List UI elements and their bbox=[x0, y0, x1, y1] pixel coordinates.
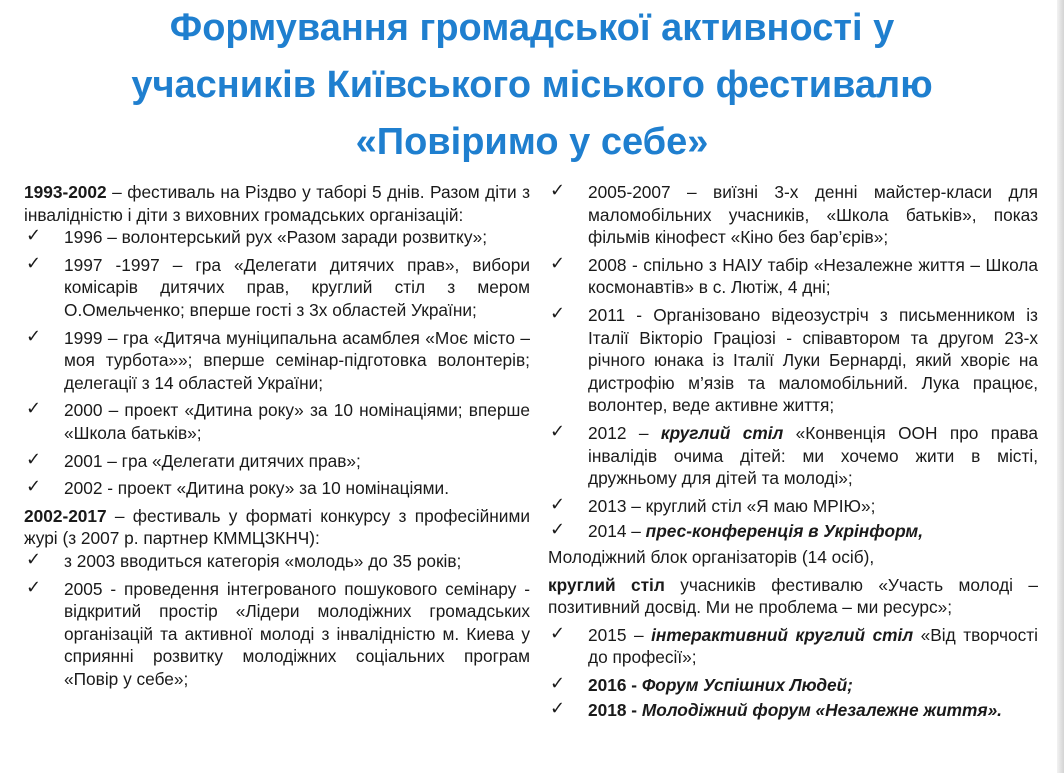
title-line-3: «Повіримо у себе» bbox=[355, 121, 709, 163]
title-line-2: учасників Київського міського фестивалю bbox=[131, 64, 933, 106]
item-emphasis: Молодіжний форум «Незалежне життя». bbox=[641, 700, 1002, 721]
period-1993-2002 bbox=[24, 181, 530, 226]
organizers-block: Молодіжний блок організаторів (14 осіб), bbox=[548, 546, 875, 567]
list-item bbox=[24, 327, 530, 395]
list-item bbox=[548, 254, 1038, 299]
checkmark-icon: ✓ bbox=[550, 672, 566, 694]
item-text: 2005-2007 – виїзні 3-х денні майстер-класи для маломобільних учасників, «Школа батьків», показ фільмів кінофест «Кіно без бар’єрів»; bbox=[588, 182, 1038, 248]
period-label: 2002-2017 bbox=[24, 505, 107, 526]
item-text: 2005 - проведення інтегрованого пошукового семінару - відкритий простір «Лідери молодіжних громадських організацій та активної молоді з інвалідністю м. Киева у сприянні розвитку молодіжних соціальних програм «Повір у себе»; bbox=[64, 578, 530, 689]
item-emphasis: Форум Успішних Людей; bbox=[641, 674, 853, 695]
checkmark-icon: ✓ bbox=[550, 180, 566, 201]
list-item bbox=[548, 181, 1038, 249]
item-text: «Конвенція ООН про права інвалідів очима дітей: ми хочемо жити в місті, дружньому для дітей та молоді»; bbox=[588, 422, 1038, 489]
checkmark-icon: ✓ bbox=[26, 398, 42, 420]
checkmark-icon: ✓ bbox=[550, 252, 566, 274]
item-text: 2001 – гра «Делегати дитячих прав»; bbox=[64, 450, 361, 471]
round-table-paragraph bbox=[548, 574, 1038, 619]
list-item bbox=[24, 450, 530, 473]
round-table-label: круглий стіл bbox=[548, 574, 665, 595]
list-item bbox=[548, 520, 1038, 543]
item-text: 1996 – волонтерський рух «Разом заради розвитку»; bbox=[64, 227, 488, 248]
list-item bbox=[24, 254, 530, 322]
checkmark-icon: ✓ bbox=[26, 448, 42, 470]
title-line-1: Формування громадської активності у bbox=[169, 7, 895, 49]
checkmark-icon: ✓ bbox=[550, 420, 566, 442]
item-text: 2000 – проект «Дитина року» за 10 номінаціями; вперше «Школа батьків»; bbox=[64, 400, 530, 443]
item-prefix: 2015 – bbox=[588, 624, 652, 645]
item-prefix: 2018 - bbox=[588, 700, 642, 721]
item-text: «Від творчості до професії»; bbox=[588, 624, 1038, 668]
checkmark-icon: ✓ bbox=[550, 302, 566, 324]
list-item bbox=[24, 578, 530, 691]
slide-title bbox=[0, 0, 1064, 171]
item-prefix: 2014 – bbox=[588, 521, 646, 542]
item-text: 2008 - спільно з НАІУ табір «Незалежне життя – Школа космонавтів» в с. Лютіж, 4 дні; bbox=[588, 254, 1038, 298]
item-text: 2013 – круглий стіл «Я маю МРІЮ»; bbox=[588, 495, 876, 516]
item-emphasis: круглий стіл bbox=[660, 422, 784, 443]
checkmark-icon: ✓ bbox=[550, 622, 566, 644]
list-item bbox=[548, 624, 1038, 669]
checkmark-icon: ✓ bbox=[550, 519, 566, 541]
right-column bbox=[548, 181, 1038, 725]
checkmark-icon: ✓ bbox=[550, 698, 566, 720]
list-item bbox=[548, 674, 1038, 697]
left-column bbox=[24, 181, 530, 695]
round-table-text: учасників фестивалю «Участь молоді – позитивний досвід. Ми не проблема – ми ресурс»; bbox=[548, 574, 1038, 618]
item-text: 2002 - проект «Дитина року» за 10 номінаціями. bbox=[64, 478, 449, 499]
list-item bbox=[548, 304, 1038, 417]
item-prefix: 2012 – bbox=[588, 422, 661, 443]
item-text: 2011 - Організовано відеозустріч з письменником із Італії Вікторіо Граціозі - співавтором та другом 23-х річного юнака із Італії Луки Бернарді, який хворіє на дистрофію м’язів та маломобільний. Лука працює, волонтер, веде активне життя; bbox=[588, 304, 1038, 416]
period-text: – фестиваль на Різдво у таборі 5 днів. Разом діти з інвалідністю і діти з виховних громадських організацій: bbox=[24, 182, 530, 225]
period-2002-2017 bbox=[24, 505, 530, 550]
item-emphasis: прес-конференція в Укрінформ, bbox=[645, 521, 923, 542]
checkmark-icon: ✓ bbox=[26, 576, 42, 598]
item-text: 1997 -1997 – гра «Делегати дитячих прав», вибори комісарів дитячих прав, круглий стіл з мером О.Омельченко; вперше гості з 3х областей України; bbox=[64, 254, 530, 320]
checkmark-icon: ✓ bbox=[26, 225, 42, 247]
checkmark-icon: ✓ bbox=[26, 252, 42, 274]
list-item bbox=[548, 495, 1038, 518]
list-item bbox=[548, 699, 1038, 722]
list-item bbox=[24, 477, 530, 500]
period-text: – фестиваль у форматі конкурсу з професійними журі (з 2007 р. партнер КММЦЗКНЧ): bbox=[24, 505, 530, 549]
item-text: 1999 – гра «Дитяча муніципальна асамблея «Моє місто – моя турбота»»; вперше семінар-підготовка волонтерів; делегації з 14 областей України; bbox=[64, 327, 530, 393]
item-prefix: 2016 - bbox=[588, 674, 642, 695]
item-emphasis: інтерактивний круглий стіл bbox=[651, 624, 914, 645]
checkmark-icon: ✓ bbox=[26, 548, 42, 570]
checkmark-icon: ✓ bbox=[26, 325, 42, 347]
checkmark-icon: ✓ bbox=[26, 476, 42, 498]
list-item bbox=[24, 226, 530, 249]
list-item bbox=[24, 550, 530, 573]
list-item bbox=[548, 422, 1038, 490]
checkmark-icon: ✓ bbox=[550, 493, 566, 515]
period-label: 1993-2002 bbox=[24, 182, 107, 202]
item-text: з 2003 вводиться категорія «молодь» до 35 років; bbox=[64, 550, 462, 571]
list-item bbox=[24, 399, 530, 444]
